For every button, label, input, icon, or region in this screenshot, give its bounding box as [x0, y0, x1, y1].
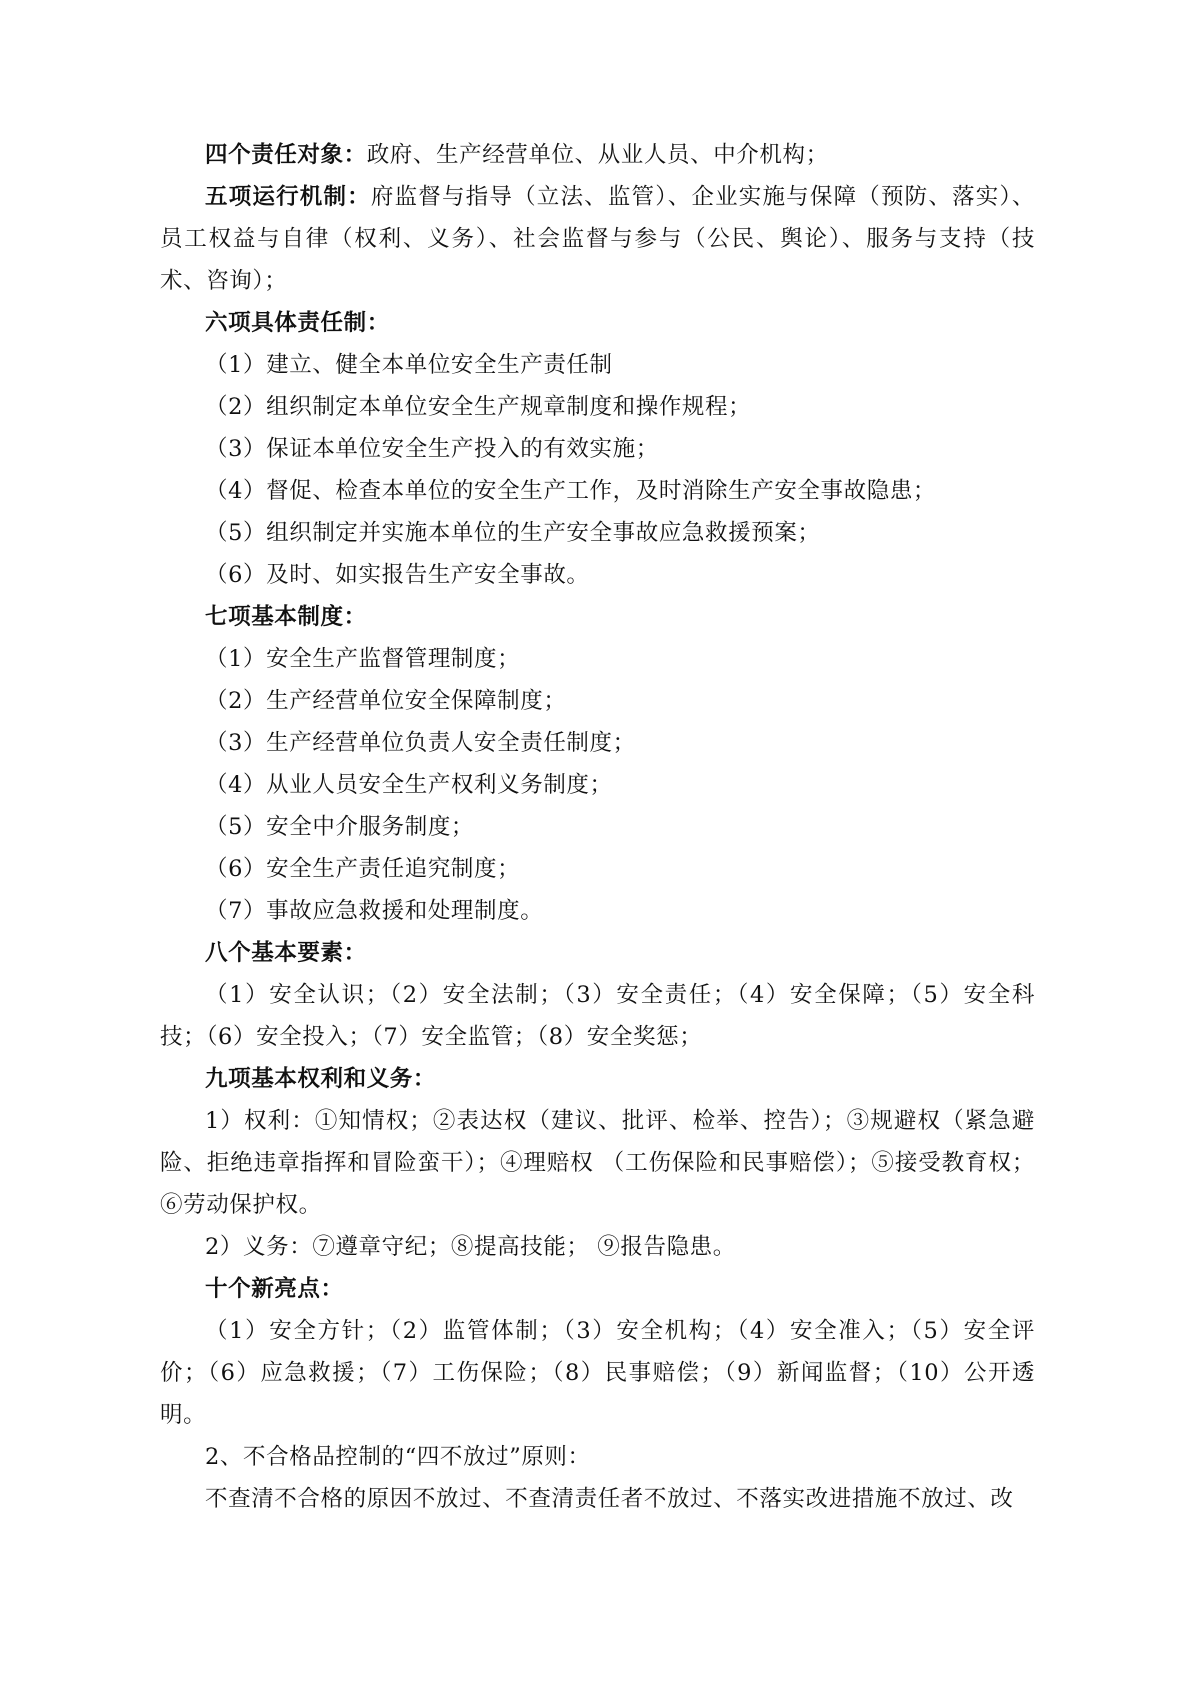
section-heading-highlights: 十个新亮点： — [205, 1276, 344, 1302]
list-item: （1）安全生产监督管理制度； — [205, 646, 521, 672]
duties-paragraph: 2）义务：⑦遵章守纪；⑧提高技能； ⑨报告隐患。 — [205, 1234, 736, 1260]
section-heading: 五项运行机制： — [205, 184, 371, 210]
list-item: （3）生产经营单位负责人安全责任制度； — [205, 730, 636, 756]
document-body — [160, 134, 1035, 1520]
list-item: （2）组织制定本单位安全生产规章制度和操作规程； — [205, 394, 752, 420]
operating-mechanism-paragraph — [160, 176, 1035, 302]
principle-text: 不查清不合格的原因不放过、不查清责任者不放过、不落实改进措施不放过、改 — [205, 1486, 1014, 1512]
section-heading-basic-elements: 八个基本要素： — [205, 940, 367, 966]
paragraph-text: 政府、生产经营单位、从业人员、中介机构； — [366, 142, 829, 168]
list-item: （1）建立、健全本单位安全生产责任制 — [205, 352, 613, 378]
section-heading: 四个责任对象： — [205, 142, 367, 168]
rights-paragraph: 1）权利：①知情权；②表达权（建议、批评、检举、控告）；③规避权（紧急避险、拒绝违章指挥和冒险蛮干）；④理赔权 （工伤保险和民事赔偿）；⑤接受教育权；⑥劳动保护权。 — [160, 1108, 1035, 1218]
list-item: （3）保证本单位安全生产投入的有效实施； — [205, 436, 659, 462]
basic-elements-paragraph: （1）安全认识；（2）安全法制；（3）安全责任；（4）安全保障；（5）安全科技；（6）安全投入；（7）安全监管；（8）安全奖惩； — [160, 982, 1035, 1050]
responsibility-objects-paragraph — [160, 134, 1035, 176]
section-heading-rights-duties: 九项基本权利和义务： — [205, 1066, 437, 1092]
list-item: （4）从业人员安全生产权利义务制度； — [205, 772, 613, 798]
section-heading-responsibility-system: 六项具体责任制： — [205, 310, 390, 336]
principle-title: 2、不合格品控制的“四不放过”原则： — [205, 1444, 591, 1470]
list-item: （6）安全生产责任追究制度； — [205, 856, 521, 882]
list-item: （7）事故应急救援和处理制度。 — [205, 898, 544, 924]
list-item: （5）组织制定并实施本单位的生产安全事故应急救援预案； — [205, 520, 821, 546]
list-item: （6）及时、如实报告生产安全事故。 — [205, 562, 590, 588]
list-item: （2）生产经营单位安全保障制度； — [205, 688, 567, 714]
section-heading-basic-systems: 七项基本制度： — [205, 604, 367, 630]
paragraph-text: 府监督与指导（立法、监管）、企业实施与保障（预防、落实）、员工权益与自律（权利、义务）、社会监督与参与（公民、舆论）、服务与支持（技术、咨询）； — [160, 184, 1036, 294]
highlights-paragraph: （1）安全方针；（2）监管体制；（3）安全机构；（4）安全准入；（5）安全评价；（6）应急救援；（7）工伤保险；（8）民事赔偿；（9）新闻监督；（10）公开透明。 — [160, 1318, 1035, 1428]
list-item: （4）督促、检查本单位的安全生产工作，及时消除生产安全事故隐患； — [205, 478, 937, 504]
list-item: （5）安全中介服务制度； — [205, 814, 475, 840]
